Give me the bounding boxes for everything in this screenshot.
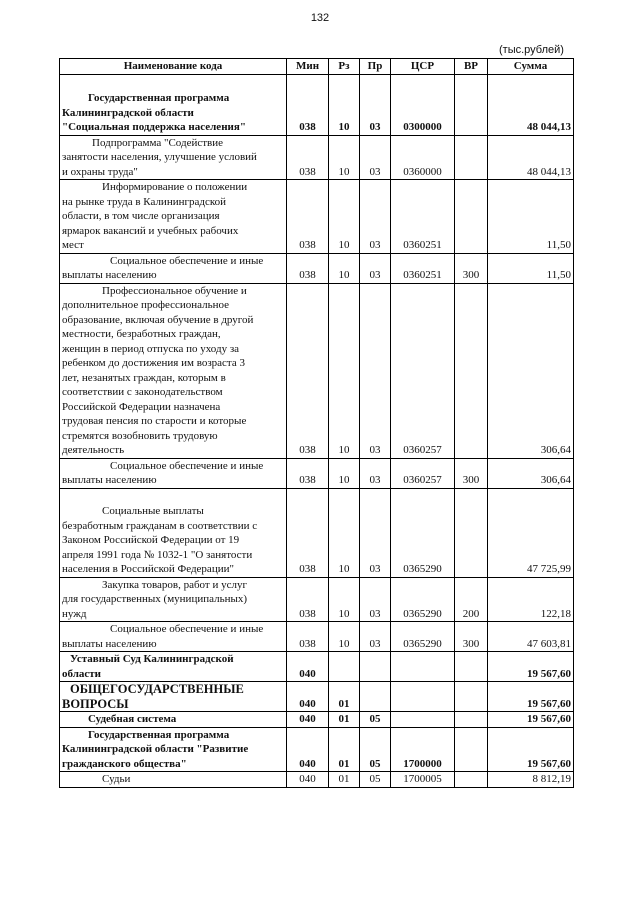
header-min: Мин [287,59,329,75]
row-vr: 200 [455,577,488,622]
header-name: Наименование кода [60,59,287,75]
row-vr [455,712,488,728]
row-pr: 05 [360,772,391,788]
row-sum: 122,18 [488,577,574,622]
row-name: Судьи [60,772,287,788]
row-csr: 0360257 [391,458,455,488]
row-vr [455,74,488,135]
table-row [60,283,574,458]
table-row [60,488,574,577]
row-name: Социальное обеспечение и иные выплаты населению [60,458,287,488]
row-pr: 05 [360,727,391,772]
row-pr: 05 [360,712,391,728]
row-pr: 03 [360,180,391,254]
row-name: Закупка товаров, работ и услуг для государственных (муниципальных) нужд [60,577,287,622]
table-header [60,59,574,75]
row-rz [329,652,360,682]
page-number: 132 [310,12,330,24]
row-pr: 03 [360,283,391,458]
row-name: ОБЩЕГОСУДАРСТВЕННЫЕ ВОПРОСЫ [60,682,287,712]
row-min: 038 [287,283,329,458]
row-csr: 0360257 [391,283,455,458]
row-rz: 10 [329,253,360,283]
row-sum: 8 812,19 [488,772,574,788]
row-vr [455,727,488,772]
row-csr: 1700000 [391,727,455,772]
row-name: Социальное обеспечение и иные выплаты населению [60,622,287,652]
row-sum: 11,50 [488,253,574,283]
row-rz: 10 [329,622,360,652]
row-sum: 47 603,81 [488,622,574,652]
row-min: 038 [287,180,329,254]
row-csr: 0365290 [391,488,455,577]
row-name: Уставный Суд Калининградской области [60,652,287,682]
units-label: (тыс.рублей) [499,44,564,56]
row-vr: 300 [455,458,488,488]
row-name: Судебная система [60,712,287,728]
row-min: 038 [287,74,329,135]
row-sum: 19 567,60 [488,682,574,712]
row-sum: 306,64 [488,283,574,458]
row-sum: 19 567,60 [488,712,574,728]
row-csr [391,682,455,712]
row-name: Информирование о положении на рынке труда в Калининградской области, в том числе организация ярмарок вакансий и учебных рабочих мест [60,180,287,254]
row-rz: 10 [329,458,360,488]
row-name: Государственная программа Калининградской области "Социальная поддержка населения" [60,74,287,135]
row-name: Государственная программа Калининградской области "Развитие гражданского общества" [60,727,287,772]
row-vr [455,180,488,254]
row-rz: 10 [329,135,360,180]
row-csr [391,712,455,728]
row-sum: 11,50 [488,180,574,254]
header-pr: Пр [360,59,391,75]
row-min: 038 [287,622,329,652]
row-sum: 47 725,99 [488,488,574,577]
row-name: Подпрограмма "Содействие занятости населения, улучшение условий и охраны труда" [60,135,287,180]
row-pr [360,652,391,682]
row-rz: 10 [329,74,360,135]
row-min: 040 [287,772,329,788]
row-vr [455,682,488,712]
row-rz: 01 [329,772,360,788]
table-row [60,772,574,788]
row-rz: 10 [329,488,360,577]
table-row [60,652,574,682]
row-pr: 03 [360,135,391,180]
row-rz: 01 [329,727,360,772]
row-min: 038 [287,135,329,180]
row-sum: 48 044,13 [488,135,574,180]
header-vr: ВР [455,59,488,75]
row-csr: 0360251 [391,253,455,283]
row-name: Социальные выплаты безработным гражданам в соответствии с Законом Российской Федерации от 19 апреля 1991 года № 1032-1 "О занятости населения в Российской Федерации" [60,488,287,577]
row-sum: 48 044,13 [488,74,574,135]
header-csr: ЦСР [391,59,455,75]
row-vr [455,652,488,682]
row-name: Профессиональное обучение и дополнительное профессиональное образование, включая обучение в другой местности, безработных граждан, женщин в период отпуска по уходу за ребенком до достижения им возраста 3 лет, незанятых граждан, которым в соответствии с законодательством Российской Федерации назначена трудовая пенсия по старости и которые стремятся возобновить трудовую деятельность [60,283,287,458]
row-vr [455,772,488,788]
row-min: 038 [287,458,329,488]
row-sum: 306,64 [488,458,574,488]
row-min: 038 [287,488,329,577]
table-row [60,74,574,135]
row-csr: 0365290 [391,622,455,652]
row-min: 040 [287,652,329,682]
row-vr: 300 [455,253,488,283]
row-csr [391,652,455,682]
row-pr: 03 [360,74,391,135]
row-rz: 10 [329,283,360,458]
row-rz: 10 [329,577,360,622]
row-rz: 01 [329,712,360,728]
table-row [60,622,574,652]
row-vr [455,283,488,458]
row-vr [455,135,488,180]
header-rz: Рз [329,59,360,75]
row-pr: 03 [360,488,391,577]
table-row [60,577,574,622]
row-min: 038 [287,253,329,283]
row-csr: 1700005 [391,772,455,788]
table-row [60,727,574,772]
budget-table [59,58,574,788]
row-pr [360,682,391,712]
row-name: Социальное обеспечение и иные выплаты населению [60,253,287,283]
row-pr: 03 [360,622,391,652]
row-sum: 19 567,60 [488,727,574,772]
row-min: 040 [287,727,329,772]
table-row [60,253,574,283]
header-sum: Сумма [488,59,574,75]
row-pr: 03 [360,253,391,283]
table-row [60,712,574,728]
table-row [60,458,574,488]
row-min: 040 [287,682,329,712]
row-sum: 19 567,60 [488,652,574,682]
row-min: 038 [287,577,329,622]
row-pr: 03 [360,458,391,488]
table-row [60,135,574,180]
table-row [60,682,574,712]
row-csr: 0360251 [391,180,455,254]
row-pr: 03 [360,577,391,622]
row-min: 040 [287,712,329,728]
row-csr: 0300000 [391,74,455,135]
row-vr: 300 [455,622,488,652]
table-row [60,180,574,254]
row-csr: 0360000 [391,135,455,180]
row-rz: 01 [329,682,360,712]
row-csr: 0365290 [391,577,455,622]
row-vr [455,488,488,577]
row-rz: 10 [329,180,360,254]
